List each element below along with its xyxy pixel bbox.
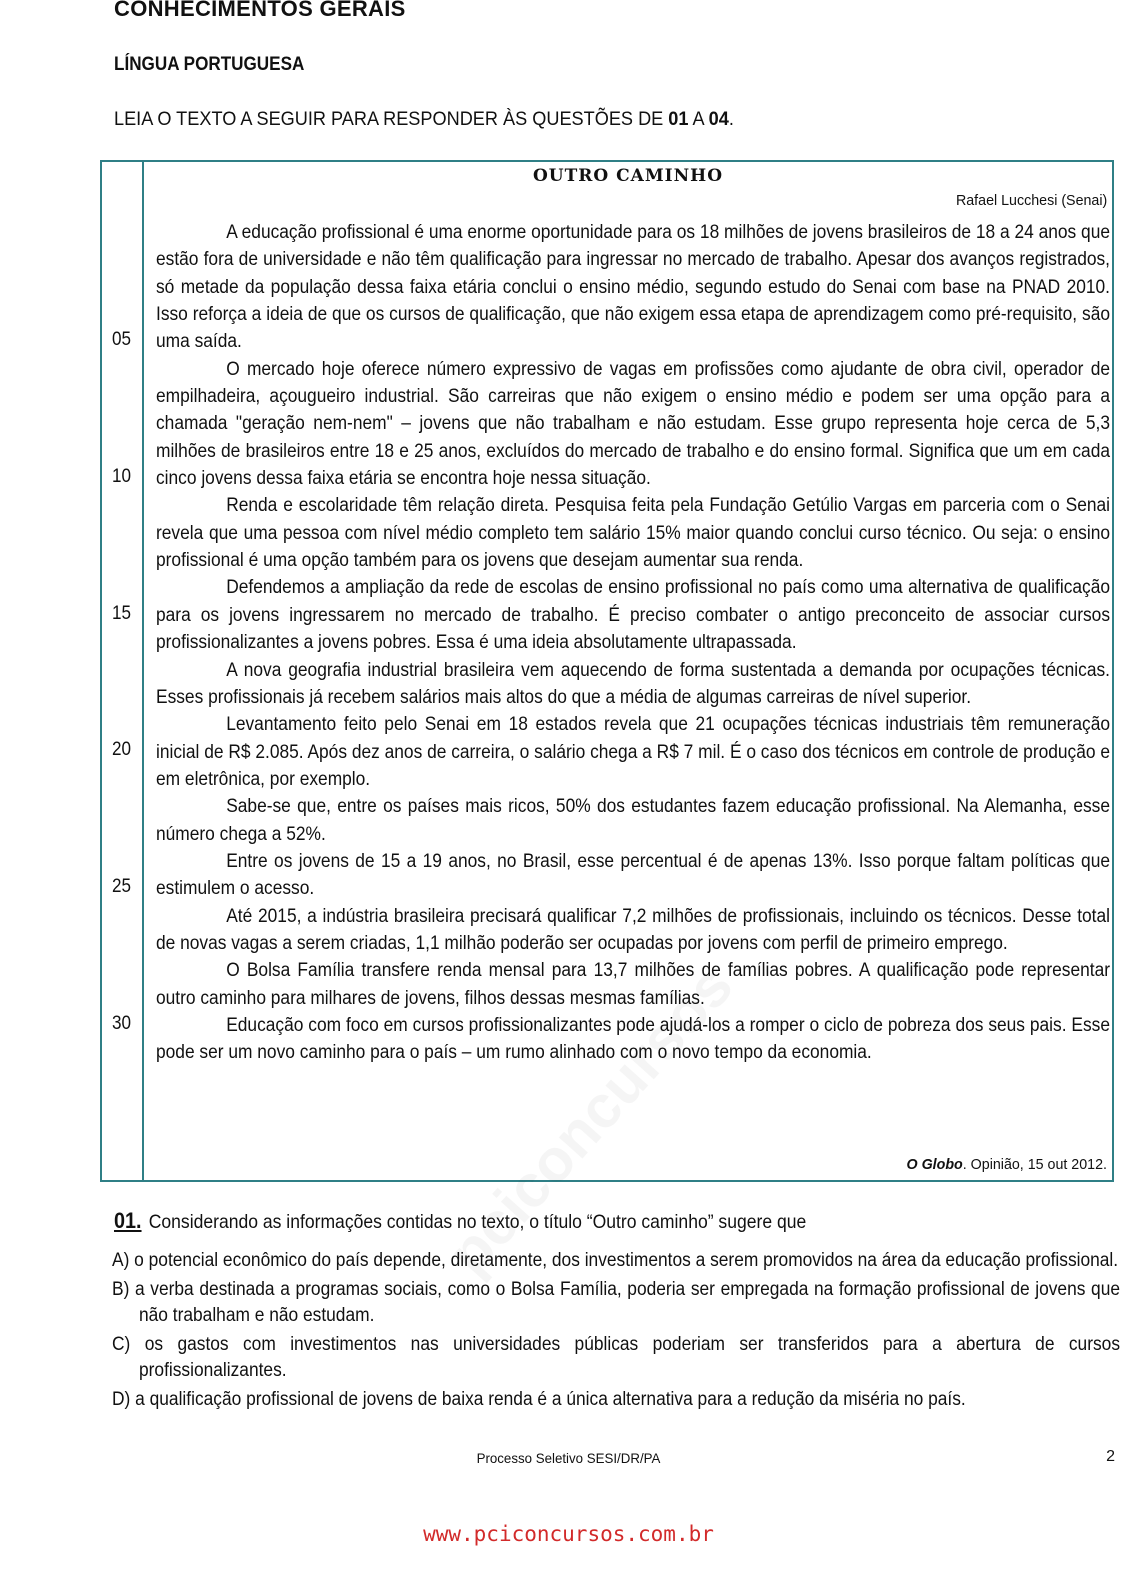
article-paragraph: Sabe-se que, entre os países mais ricos, 50% dos estudantes fazem educação profissional. Na Alemanha, esse número chega a 52%. — [156, 796, 1110, 845]
article-paragraph: A nova geografia industrial brasileira vem aquecendo de forma sustentada a demanda por ocupações técnicas. Esses profissionais já recebem salários mais altos do que a média de algumas carreiras de nível superior. — [156, 659, 1110, 708]
answer-options — [112, 1248, 1120, 1415]
line-number-divider — [142, 160, 144, 1182]
page-number: 2 — [1106, 1448, 1115, 1465]
article-paragraph: O mercado hoje oferece número expressivo de vagas em profissões como ajudante de obra civil, operador de empilhadeira, açougueiro industrial. São carreiras que não exigem o ensino médio e podem ser uma opção para a chamada "geração nem-nem" – jovens que não trabalham e não estudam. Esse grupo representa hoje cerca de 5,3 milhões de brasileiros entre 18 e 25 anos, excluídos do mercado de trabalho e do ensino formal. Significa que um em cada cinco jovens dessa faixa etária se encontra hoje nessa situação. — [156, 358, 1110, 490]
line-number: 10 — [112, 466, 132, 487]
footer-process: Processo Seletivo SESI/DR/PA — [476, 1450, 661, 1466]
subject-heading: LÍNGUA PORTUGUESA — [114, 54, 305, 75]
article-title: OUTRO CAMINHO — [532, 166, 724, 186]
reading-instruction: LEIA O TEXTO A SEGUIR PARA RESPONDER ÀS QUESTÕES DE 01 A 04. — [114, 108, 734, 130]
article-paragraph: Defendemos a ampliação da rede de escolas de ensino profissional no país como uma alternativa de qualificação para os jovens ingressarem no mercado de trabalho. É preciso combater o antigo preconceito de associar cursos profissionalizantes a jovens pobres. Essa é uma ideia absolutamente ultrapassada. — [156, 577, 1110, 654]
answer-option-d[interactable]: D) a qualificação profissional de jovens de baixa renda é a única alternativa para a redução da miséria no país. — [112, 1388, 966, 1410]
article-author: Rafael Lucchesi (Senai) — [955, 192, 1107, 209]
line-number: 20 — [112, 739, 132, 760]
article-paragraph: Educação com foco em cursos profissionalizantes pode ajudá-los a romper o ciclo de pobreza dos seus pais. Esse pode ser um novo caminho para o país – um rumo alinhado com o novo tempo da economia. — [156, 1014, 1110, 1064]
article-paragraph: Até 2015, a indústria brasileira precisará qualificar 7,2 milhões de profissionais, incluindo os técnicos. Desse total de novas vagas a serem criadas, 1,1 milhão poderão ser ocupadas por jovens com perfil de primeiro emprego. — [156, 905, 1110, 954]
line-number: 05 — [112, 329, 132, 350]
question-number: 01. — [114, 1208, 142, 1233]
article-paragraph: Entre os jovens de 15 a 19 anos, no Brasil, esse percentual é de apenas 13%. Isso porque faltam políticas que estimulem o acesso. — [156, 850, 1110, 900]
section-heading: CONHECIMENTOS GERAIS — [114, 0, 406, 21]
answer-option-b[interactable]: B) a verba destinada a programas sociais, como o Bolsa Família, poderia ser empregada na formação profissional de jovens que não trabalham e não estudam. — [112, 1278, 1120, 1326]
article-paragraph: Renda e escolaridade têm relação direta. Pesquisa feita pela Fundação Getúlio Vargas em parceria com o Senai revela que uma pessoa com nível médio completo tem salário 15% maior quando conclui curso técnico. Ou seja: o ensino profissional é uma opção também para os jovens que desejam aumentar sua renda. — [156, 495, 1110, 572]
article-body — [156, 219, 1110, 1067]
question-stem: 01. Considerando as informações contidas no texto, o título “Outro caminho” sugere que — [114, 1208, 807, 1233]
answer-option-a[interactable]: A) o potencial econômico do país depende, diretamente, dos investimentos a serem promovidos na área da educação profissional. — [112, 1250, 1119, 1271]
line-number: 15 — [112, 603, 132, 624]
website-link[interactable]: www.pciconcursos.com.br — [423, 1522, 714, 1546]
line-number: 30 — [112, 1013, 132, 1034]
article-source: O Globo. Opinião, 15 out 2012. — [906, 1156, 1107, 1173]
article-paragraph: Levantamento feito pelo Senai em 18 estados revela que 21 ocupações técnicas industriais têm remuneração inicial de R$ 2.085. Após dez anos de carreira, o salário chega a R$ 7 mil. É o caso dos técnicos em controle de produção e em eletrônica, por exemplo. — [156, 714, 1111, 790]
answer-option-c[interactable]: C) os gastos com investimentos nas universidades públicas poderiam ser transferidos para a abertura de cursos profissionalizantes. — [112, 1333, 1121, 1381]
article-paragraph: A educação profissional é uma enorme oportunidade para os 18 milhões de jovens brasileiros de 18 a 24 anos que estão fora de universidade e não têm qualificação para ingressar no mercado de trabalho. Apesar dos avanços registrados, só metade da população dessa faixa etária conclui o ensino médio, segundo estudo do Senai com base na PNAD 2010. Isso reforça a ideia de que os cursos de qualificação, que não exigem essa etapa de aprendizagem como pré-requisito, são uma saída. — [156, 222, 1110, 353]
line-number: 25 — [112, 876, 132, 897]
article-paragraph: O Bolsa Família transfere renda mensal para 13,7 milhões de famílias pobres. A qualificação pode representar outro caminho para milhares de jovens, filhos dessas mesmas famílias. — [156, 960, 1110, 1009]
